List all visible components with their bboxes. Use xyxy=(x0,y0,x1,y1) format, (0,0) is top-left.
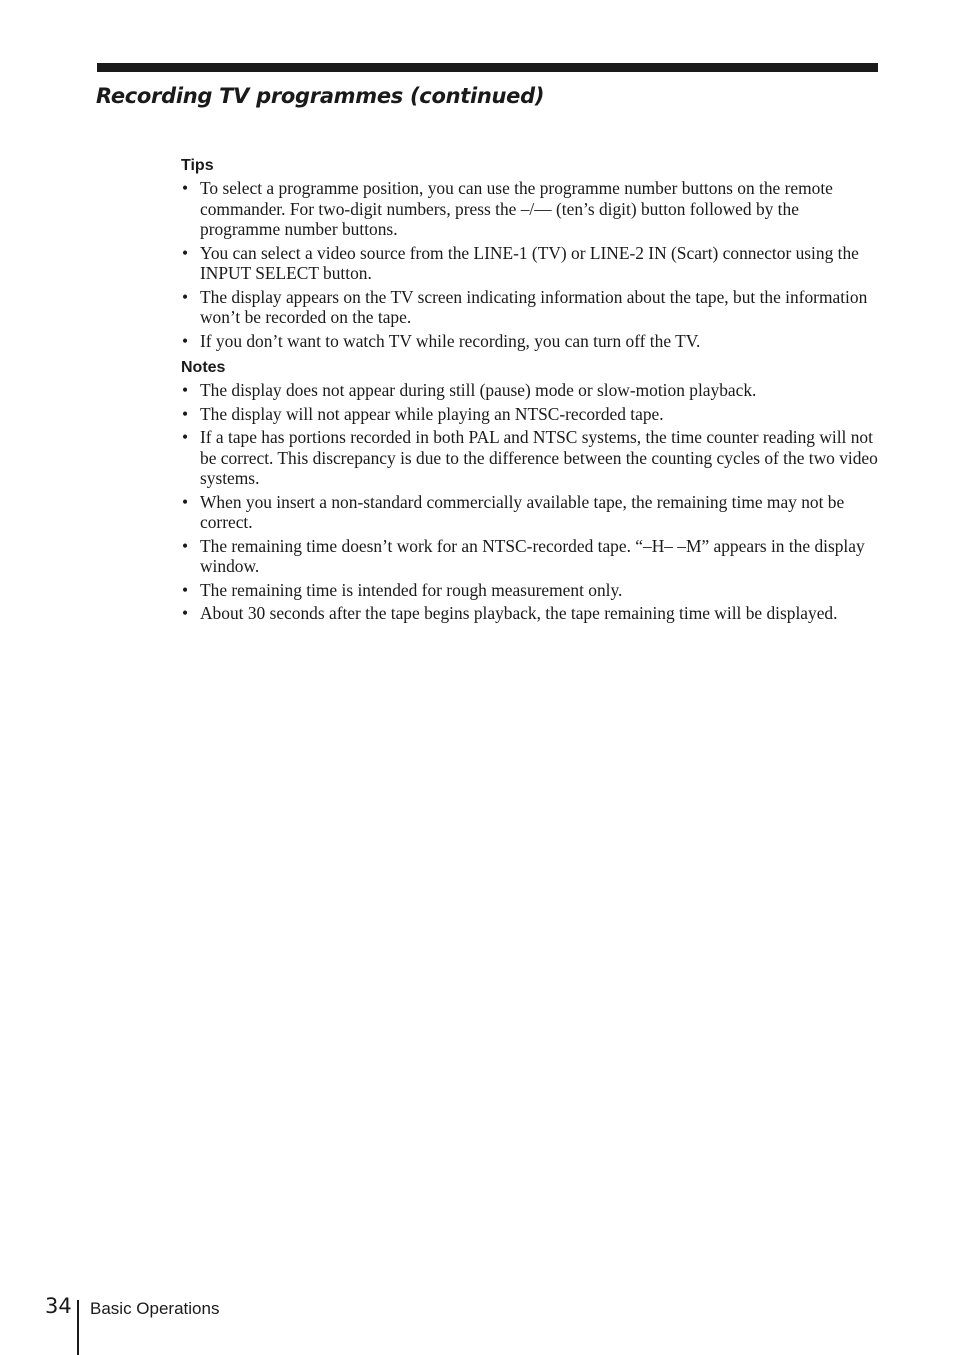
notes-list xyxy=(181,380,881,624)
note-item xyxy=(181,603,881,624)
footer-section-name: Basic Operations xyxy=(90,1299,220,1318)
bullet-icon: • xyxy=(182,535,189,556)
bullet-icon: • xyxy=(182,579,189,600)
bullet-icon: • xyxy=(182,491,189,512)
note-item xyxy=(181,427,881,489)
note-text: The display will not appear while playing an NTSC-recorded tape. xyxy=(200,403,664,424)
tips-list xyxy=(181,178,881,351)
tip-item xyxy=(181,243,881,284)
footer-divider xyxy=(77,1300,79,1355)
note-item xyxy=(181,536,881,577)
notes-heading: Notes xyxy=(181,359,226,376)
note-text: The display does not appear during still (pause) mode or slow-motion playback. xyxy=(200,380,757,400)
bullet-icon: • xyxy=(182,286,189,307)
note-text: The remaining time doesn’t work for an NTSC-recorded tape. “–H– –M” appears in the display window. xyxy=(200,535,865,576)
note-item xyxy=(181,404,881,425)
note-item xyxy=(181,380,881,401)
bullet-icon: • xyxy=(182,603,189,623)
tip-text: The display appears on the TV screen indicating information about the tape, but the information won’t be recorded on the tape. xyxy=(200,286,868,327)
bullet-icon: • xyxy=(182,380,189,400)
bullet-icon: • xyxy=(182,403,189,424)
note-text: About 30 seconds after the tape begins playback, the tape remaining time will be displayed. xyxy=(200,603,838,623)
note-text: The remaining time is intended for rough measurement only. xyxy=(200,579,623,600)
page-title: Recording TV programmes (continued) xyxy=(96,84,545,108)
tip-item xyxy=(181,178,881,240)
header-rule xyxy=(97,63,878,72)
page-content xyxy=(181,156,881,627)
bullet-icon: • xyxy=(182,242,189,263)
bullet-icon: • xyxy=(182,330,189,351)
bullet-icon: • xyxy=(182,427,189,447)
tip-text: If you don’t want to watch TV while recording, you can turn off the TV. xyxy=(200,330,701,351)
tip-text: To select a programme position, you can use the programme number buttons on the remote commander. For two-digit numbers, press the –/–– (ten’s digit) button followed by the programme number buttons. xyxy=(200,178,833,239)
note-text: If a tape has portions recorded in both PAL and NTSC systems, the time counter reading will not be correct. This discrepancy is due to the difference between the counting cycles of the two video systems. xyxy=(200,427,878,488)
tip-item xyxy=(181,331,881,352)
bullet-icon: • xyxy=(182,178,189,198)
note-item xyxy=(181,492,881,533)
page-number: 34 xyxy=(45,1294,72,1318)
note-item xyxy=(181,580,881,601)
note-text: When you insert a non-standard commercially available tape, the remaining time may not be correct. xyxy=(200,491,845,532)
tips-heading: Tips xyxy=(181,157,214,174)
tip-item xyxy=(181,287,881,328)
tip-text: You can select a video source from the LINE-1 (TV) or LINE-2 IN (Scart) connector using the INPUT SELECT button. xyxy=(200,242,859,283)
